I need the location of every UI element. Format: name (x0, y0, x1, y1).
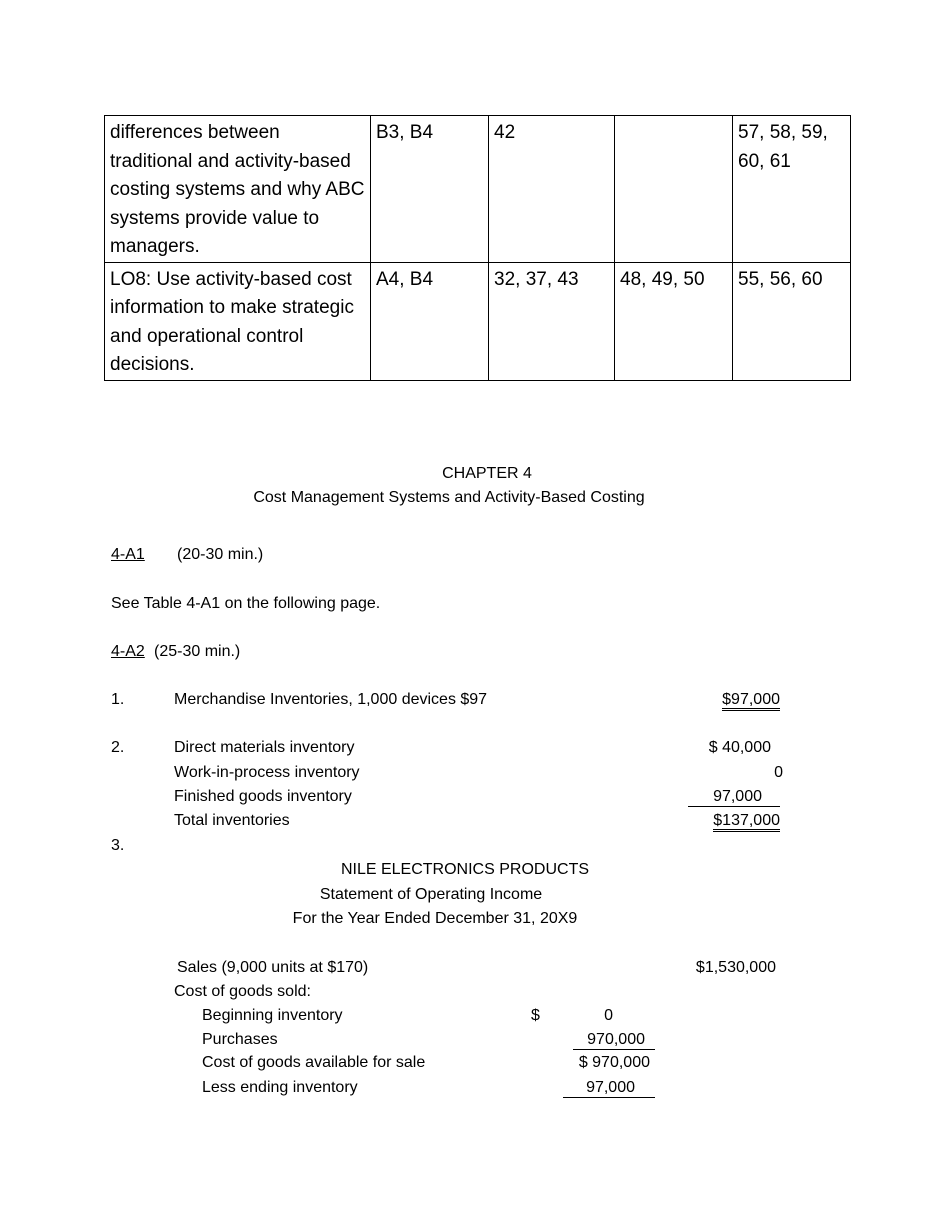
learning-objectives-table (104, 115, 851, 381)
cogs-line-label: Less ending inventory (202, 1079, 358, 1096)
problem-id-4-a1: 4-A1 (111, 546, 145, 563)
table-row (105, 262, 851, 380)
table-cell: 42 (489, 116, 615, 263)
subtotal-rule (688, 806, 780, 807)
cogs-line-label: Purchases (202, 1031, 278, 1048)
objective-cell: LO8: Use activity-based cost information to make strategic and operational control decisions. (105, 262, 371, 380)
table-cell: B3, B4 (371, 116, 489, 263)
chapter-label: CHAPTER 4 (442, 465, 532, 482)
chapter-title: Cost Management Systems and Activity-Based Costing (253, 489, 645, 506)
table-cell: 55, 56, 60 (733, 262, 851, 380)
inventory-line-value: 97,000 (713, 788, 762, 805)
inventory-total-amount: $137,000 (713, 812, 780, 832)
statement-period: For the Year Ended December 31, 20X9 (292, 910, 578, 927)
part-1-label: Merchandise Inventories, 1,000 devices $97 (174, 691, 488, 708)
problem-time-4-a1: (20-30 min.) (177, 546, 264, 563)
part-2-number: 2. (111, 739, 125, 756)
table-cell: 57, 58, 59, 60, 61 (733, 116, 851, 263)
objective-cell: differences between traditional and activity-based costing systems and why ABC systems provide value to managers. (105, 116, 371, 263)
inventory-total-value (680, 811, 780, 832)
inventory-line-value: $ 40,000 (708, 739, 771, 756)
cogs-header: Cost of goods sold: (174, 983, 311, 1000)
part-1-amount: $97,000 (722, 691, 780, 711)
problem-id-4-a2: 4-A2 (111, 643, 145, 660)
inventory-line-label: Total inventories (174, 812, 290, 829)
part-1-number: 1. (111, 691, 125, 708)
part-1-value (680, 690, 780, 711)
sales-value: $1,530,000 (695, 959, 776, 976)
problem-time-4-a2: (25-30 min.) (154, 643, 241, 660)
cogs-line-value: 97,000 (586, 1079, 635, 1096)
inventory-line-label: Finished goods inventory (174, 788, 352, 805)
statement-company: NILE ELECTRONICS PRODUCTS (340, 861, 590, 878)
sales-label: Sales (9,000 units at $170) (177, 959, 369, 976)
cogs-line-value: 0 (604, 1007, 613, 1024)
table-cell: A4, B4 (371, 262, 489, 380)
cogs-line-label: Beginning inventory (202, 1007, 343, 1024)
inventory-line-label: Direct materials inventory (174, 739, 355, 756)
table-cell: 48, 49, 50 (615, 262, 733, 380)
inventory-line-value: 0 (774, 764, 783, 781)
cogs-line-label: Cost of goods available for sale (202, 1054, 426, 1071)
cogs-line-value: $ 970,000 (578, 1054, 650, 1071)
part-3-number: 3. (111, 837, 125, 854)
problem-note-4-a1: See Table 4-A1 on the following page. (111, 595, 381, 612)
table-row (105, 116, 851, 263)
statement-title: Statement of Operating Income (319, 886, 543, 903)
subtotal-rule (573, 1049, 655, 1050)
cogs-dollar-sign: $ (531, 1007, 540, 1024)
table-cell: 32, 37, 43 (489, 262, 615, 380)
cogs-line-value: 970,000 (587, 1031, 645, 1048)
inventory-line-label: Work-in-process inventory (174, 764, 360, 781)
subtotal-rule (563, 1097, 655, 1098)
table-cell (615, 116, 733, 263)
